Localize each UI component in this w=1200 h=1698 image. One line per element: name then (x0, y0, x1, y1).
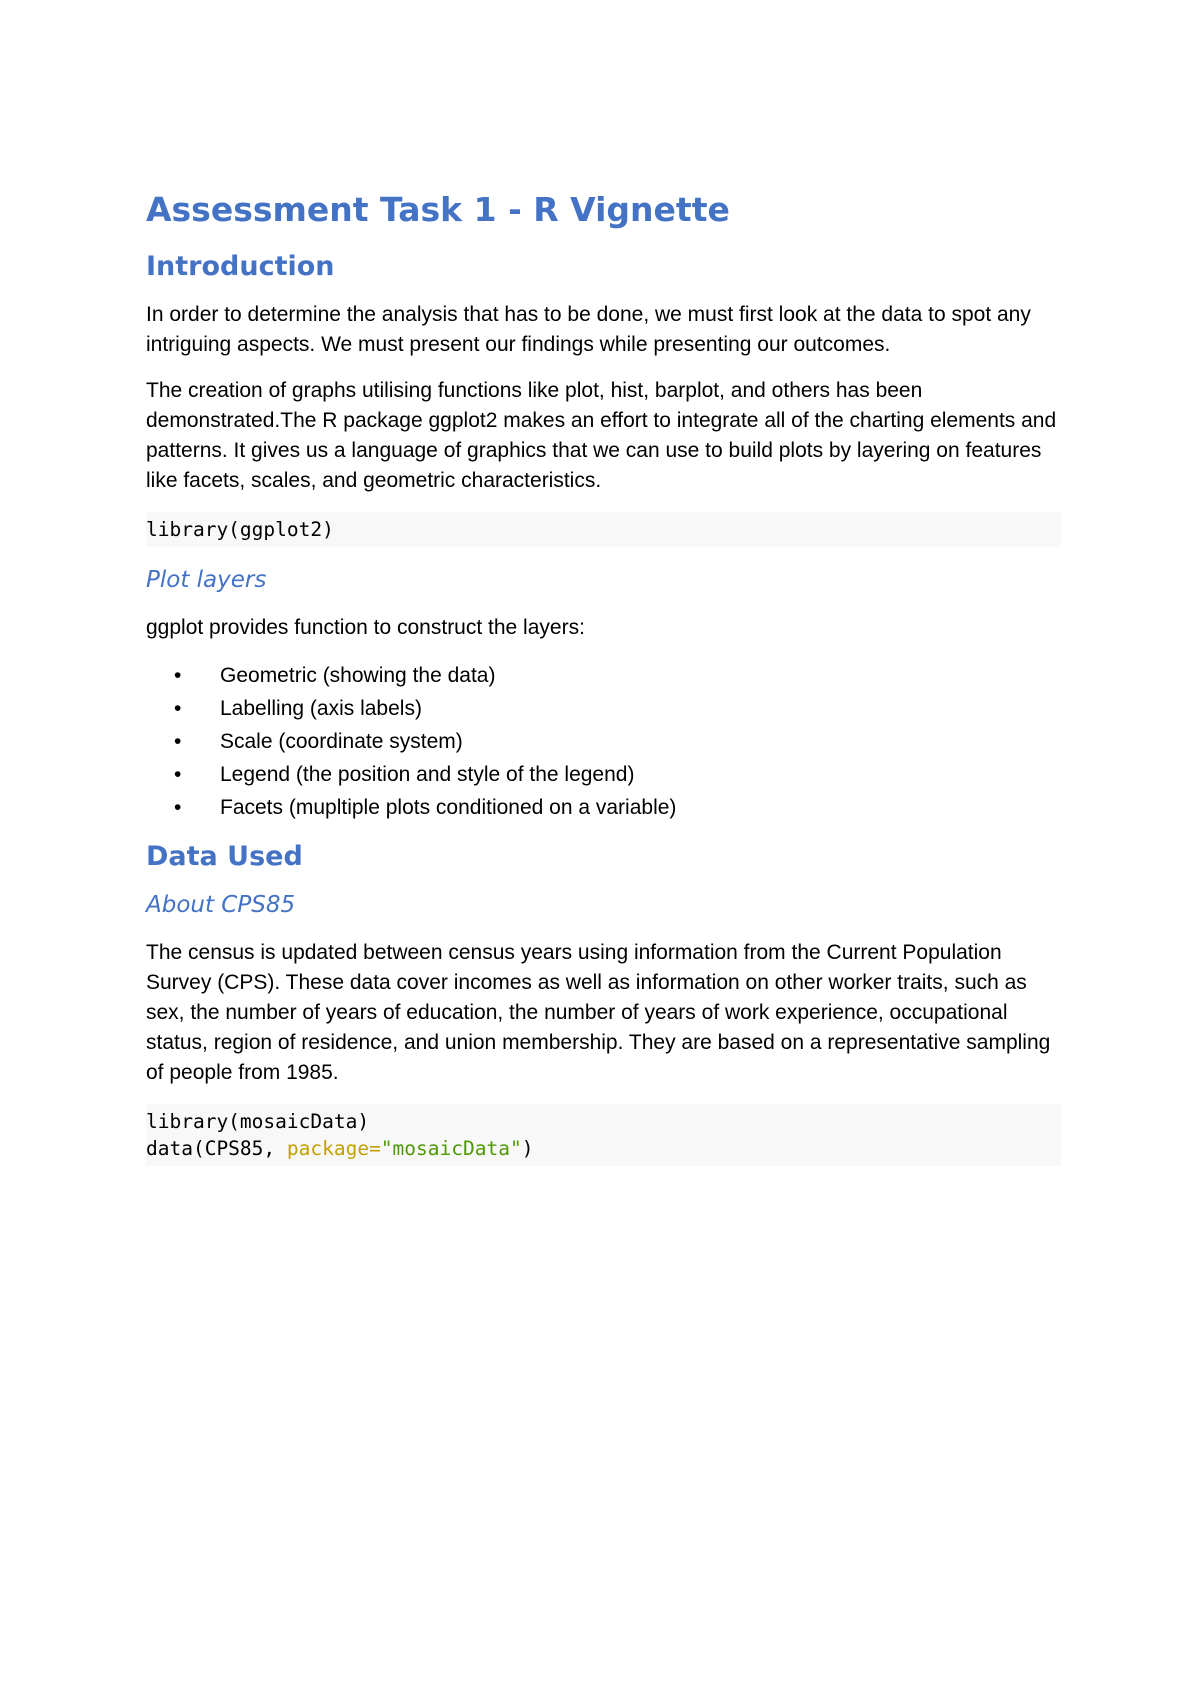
list-item (146, 659, 1061, 692)
list-item-text: Facets (mupltiple plots conditioned on a variable) (220, 796, 677, 819)
list-item (146, 725, 1061, 758)
code-line-data-prefix: data(CPS85, (146, 1137, 287, 1160)
code-block-ggplot2 (146, 512, 1061, 547)
about-cps85-heading: About CPS85 (146, 892, 296, 918)
list-item (146, 758, 1061, 791)
list-item (146, 791, 1061, 824)
bullet-icon: • (174, 796, 182, 819)
code-line-data-suffix: ) (521, 1137, 534, 1160)
document-title: Assessment Task 1 - R Vignette (146, 190, 730, 229)
code-argument-package: package= (286, 1137, 381, 1160)
list-item-text: Geometric (showing the data) (220, 664, 496, 687)
bullet-icon: • (174, 763, 182, 786)
list-item (146, 692, 1061, 725)
bullet-icon: • (174, 664, 182, 687)
intro-paragraph-1: In order to determine the analysis that has to be done, we must first look at the data to spot any intriguing aspects. We must present our findings while presenting our outcomes. (146, 303, 1031, 356)
cps85-paragraph: The census is updated between census years using information from the Current Population Survey (CPS). These data cover incomes as well as information on other worker traits, such as sex, the number of years of education, the number of years of work experience, occupational status, region of residence, and union membership. They are based on a representative sampling of people from 1985. (146, 941, 1051, 1084)
document-page (146, 190, 1061, 1184)
bullet-icon: • (174, 697, 182, 720)
code-block-mosaicdata (146, 1104, 1061, 1166)
list-item-text: Scale (coordinate system) (220, 730, 463, 753)
introduction-heading: Introduction (146, 251, 335, 282)
code-line-library-mosaicdata: library(mosaicData) (146, 1110, 370, 1133)
plot-layers-list (146, 659, 1061, 824)
bullet-icon: • (174, 730, 182, 753)
code-line-library-ggplot2: library(ggplot2) (146, 518, 334, 541)
list-item-text: Legend (the position and style of the legend) (220, 763, 635, 786)
data-used-heading: Data Used (146, 841, 303, 872)
intro-paragraph-2: The creation of graphs utilising functions like plot, hist, barplot, and others has been demonstrated.The R package ggplot2 makes an effort to integrate all of the charting elements and patterns. It gives us a language of graphics that we can use to build plots by layering on features like facets, scales, and geometric characteristics. (146, 379, 1057, 492)
plot-layers-heading: Plot layers (146, 567, 267, 593)
plot-layers-lead: ggplot provides function to construct the layers: (146, 616, 585, 639)
list-item-text: Labelling (axis labels) (220, 697, 422, 720)
code-string-mosaicdata: "mosaicData" (380, 1137, 522, 1160)
